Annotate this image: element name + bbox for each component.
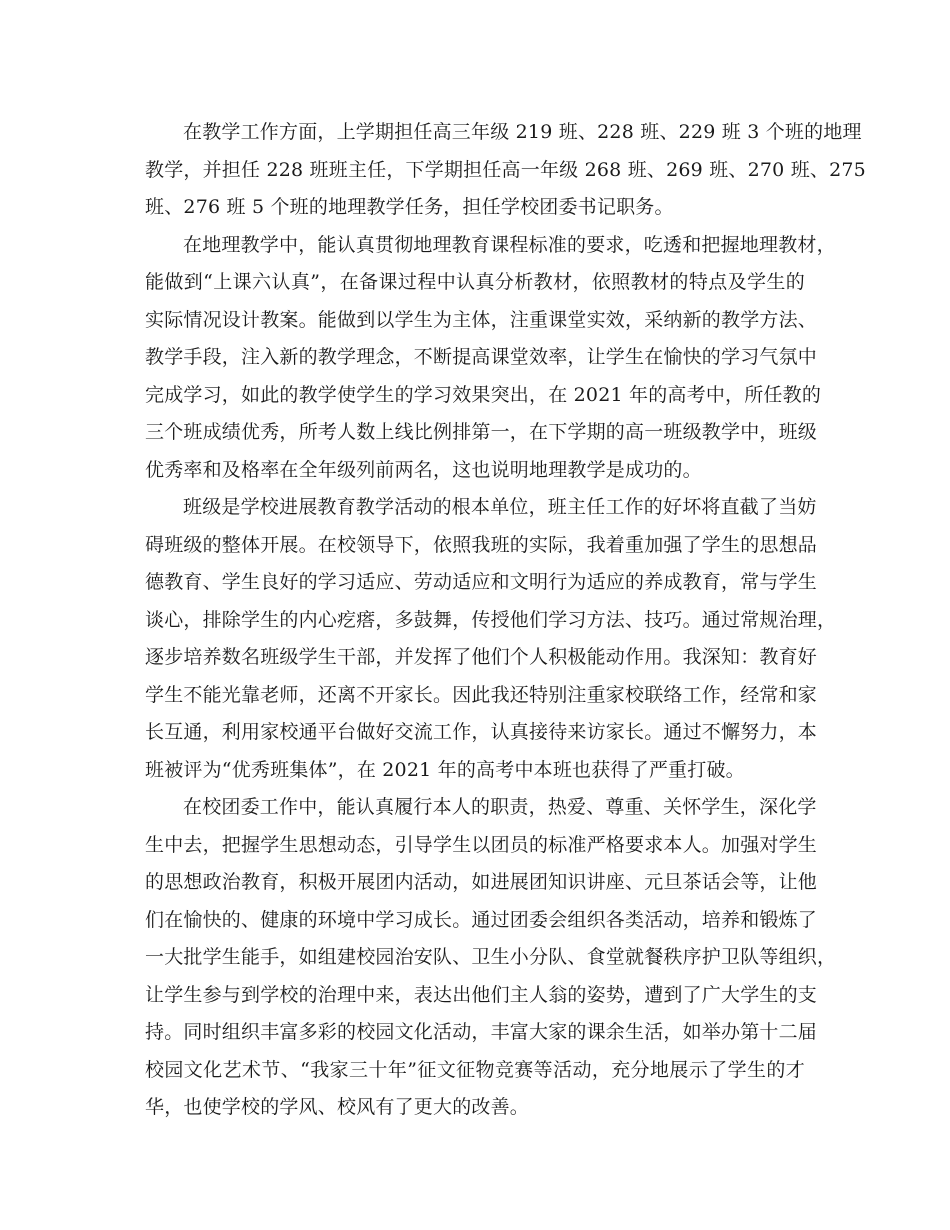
document-body — [145, 114, 866, 1127]
text-line: 德教育、学生良好的学习适应、劳动适应和文明行为适应的养成教育，常与学生 — [145, 571, 818, 593]
text-line: 谈心，排除学生的内心疙瘩，多鼓舞，传授他们学习方法、技巧。通过常规治理， — [145, 608, 837, 631]
paragraph-youth-league-work — [145, 789, 837, 1127]
text-line: 教学，并担任 228 班班主任，下学期担任高一年级 268 班、269 班、270 班、275 — [145, 158, 866, 181]
paragraph-class-management — [145, 489, 837, 789]
text-line: 让学生参与到学校的治理中来，表达出他们主人翁的姿势，遭到了广大学生的支 — [145, 983, 818, 1006]
text-line: 三个班成绩优秀，所考人数上线比例排第一，在下学期的高一班级教学中，班级 — [145, 421, 818, 443]
text-line: 在教学工作方面，上学期担任高三年级 219 班、228 班、229 班 3 个班的地理 — [183, 121, 862, 143]
text-line: 实际情况设计教案。能做到以学生为主体，注重课堂实效，采纳新的教学方法、 — [145, 308, 818, 331]
text-line: 一大批学生能手，如组建校园治安队、卫生小分队、食堂就餐秩序护卫队等组织， — [145, 946, 837, 968]
text-line: 教学手段，注入新的教学理念，不断提高课堂效率，让学生在愉快的学习气氛中 — [145, 346, 818, 368]
text-line: 华，也使学校的学风、校风有了更大的改善。 — [145, 1096, 530, 1118]
paragraph-teaching-duties — [145, 114, 866, 227]
text-line: 的思想政治教育，积极开展团内活动，如进展团知识讲座、元旦茶话会等，让他 — [145, 871, 818, 893]
paragraph-geography-teaching — [145, 227, 836, 490]
text-line: 完成学习，如此的教学使学生的学习效果突出，在 2021 年的高考中，所任教的 — [145, 383, 822, 406]
text-line: 逐步培养数名班级学生干部，并发挥了他们个人积极能动作用。我深知：教育好 — [145, 646, 818, 668]
text-line: 碍班级的整体开展。在校领导下，依照我班的实际，我着重加强了学生的思想品 — [145, 533, 818, 556]
text-line: 班被评为“优秀班集体”，在 2021 年的高考中本班也获得了严重打破。 — [145, 758, 745, 781]
text-line: 在校团委工作中，能认真履行本人的职责，热爱、尊重、关怀学生，深化学 — [183, 796, 817, 818]
text-line: 们在愉快的、健康的环境中学习成长。通过团委会组织各类活动，培养和锻炼了 — [145, 908, 818, 931]
text-line: 班、276 班 5 个班的地理教学任务，担任学校团委书记职务。 — [145, 196, 674, 218]
text-line: 生中去，把握学生思想动态，引导学生以团员的标准严格要求本人。加强对学生 — [145, 833, 818, 856]
text-line: 学生不能光靠老师，还离不开家长。因此我还特别注重家校联络工作，经常和家 — [145, 683, 818, 706]
text-line: 班级是学校进展教育教学活动的根本单位，班主任工作的好坏将直截了当妨 — [183, 496, 817, 518]
text-line: 优秀率和及格率在全年级列前两名，这也说明地理教学是成功的。 — [145, 458, 702, 481]
text-line: 校园文化艺术节、“我家三十年”征文征物竞赛等活动，充分地展示了学生的才 — [145, 1058, 805, 1081]
text-line: 在地理教学中，能认真贯彻地理教育课程标准的要求，吃透和把握地理教材， — [183, 233, 836, 256]
text-line: 长互通，利用家校通平台做好交流工作，认真接待来访家长。通过不懈努力，本 — [145, 721, 818, 743]
text-line: 能做到“上课六认真”，在备课过程中认真分析教材，依照教材的特点及学生的 — [145, 271, 805, 293]
text-line: 持。同时组织丰富多彩的校园文化活动，丰富大家的课余生活，如举办第十二届 — [145, 1021, 818, 1043]
